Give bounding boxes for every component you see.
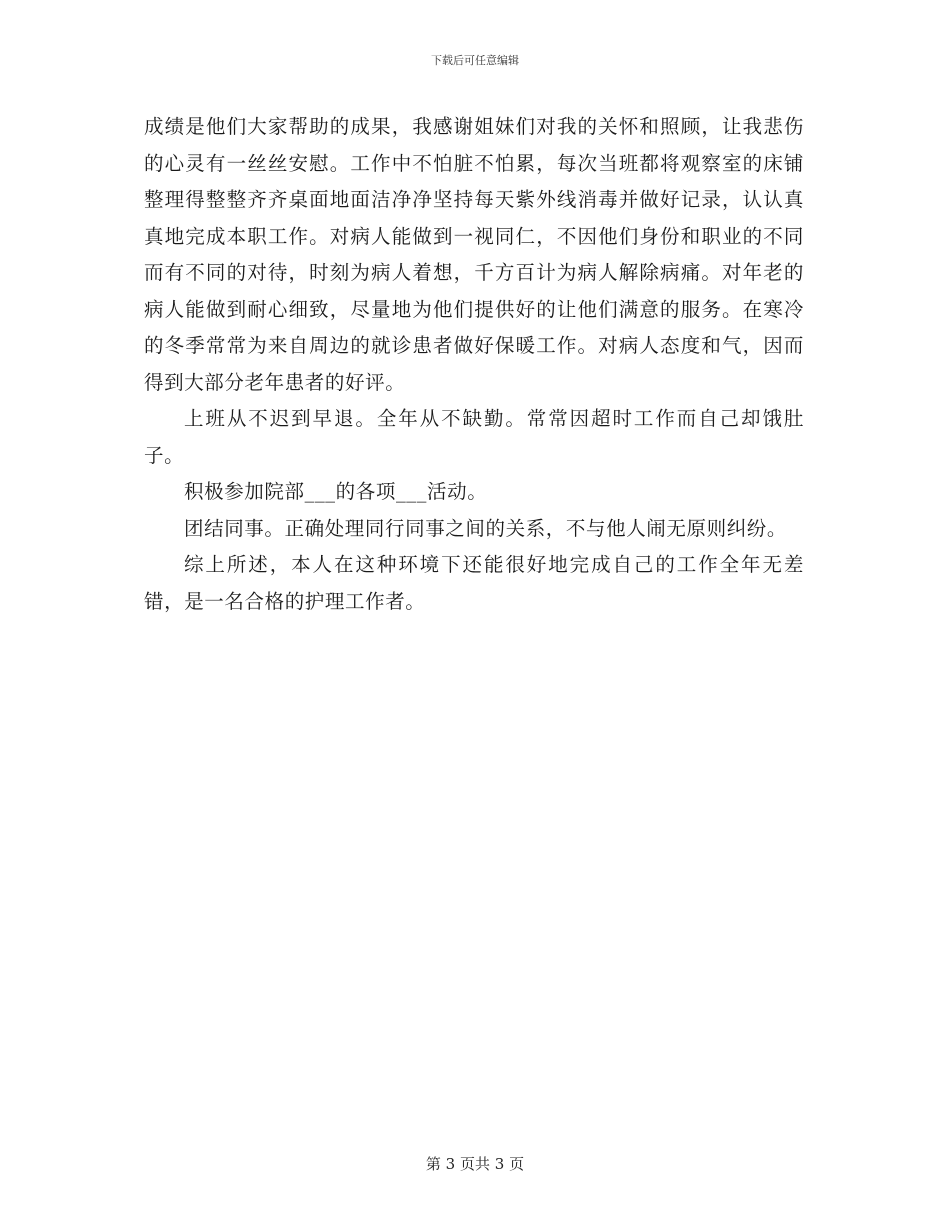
- paragraph-attendance: 上班从不迟到早退。全年从不缺勤。常常因超时工作而自己却饿肚子。: [144, 407, 804, 467]
- paragraph-continuation: 成绩是他们大家帮助的成果，我感谢姐妹们对我的关怀和照顾，让我悲伤的心灵有一丝丝安慰。工作中不怕脏不怕累，每次当班都将观察室的床铺整理得整整齐齐桌面地面洁净净坚持每天紫外线消毒并做好记录，认认真真地完成本职工作。对病人能做到一视同仁，不因他们身份和职业的不同而有不同的对待，时刻为病人着想，千方百计为病人解除病痛。对年老的病人能做到耐心细致，尽量地为他们提供好的让他们满意的服务。在寒冷的冬季常常为来自周边的就诊患者做好保暖工作。对病人态度和气，因而得到大部分老年患者的好评。: [144, 115, 804, 394]
- paragraph-teamwork: 团结同事。正确处理同行同事之间的关系，不与他人闹无原则纠纷。: [184, 516, 788, 540]
- paragraph-summary: 综上所述，本人在这种环境下还能很好地完成自己的工作全年无差错，是一名合格的护理工作者。: [144, 553, 804, 613]
- paragraph-activities: 积极参加院部___的各项___活动。: [184, 480, 488, 503]
- page-header: 下载后可任意编辑: [431, 54, 519, 67]
- document-body: [144, 109, 804, 620]
- page-number-footer: 第 3 页共 3 页: [425, 1155, 525, 1173]
